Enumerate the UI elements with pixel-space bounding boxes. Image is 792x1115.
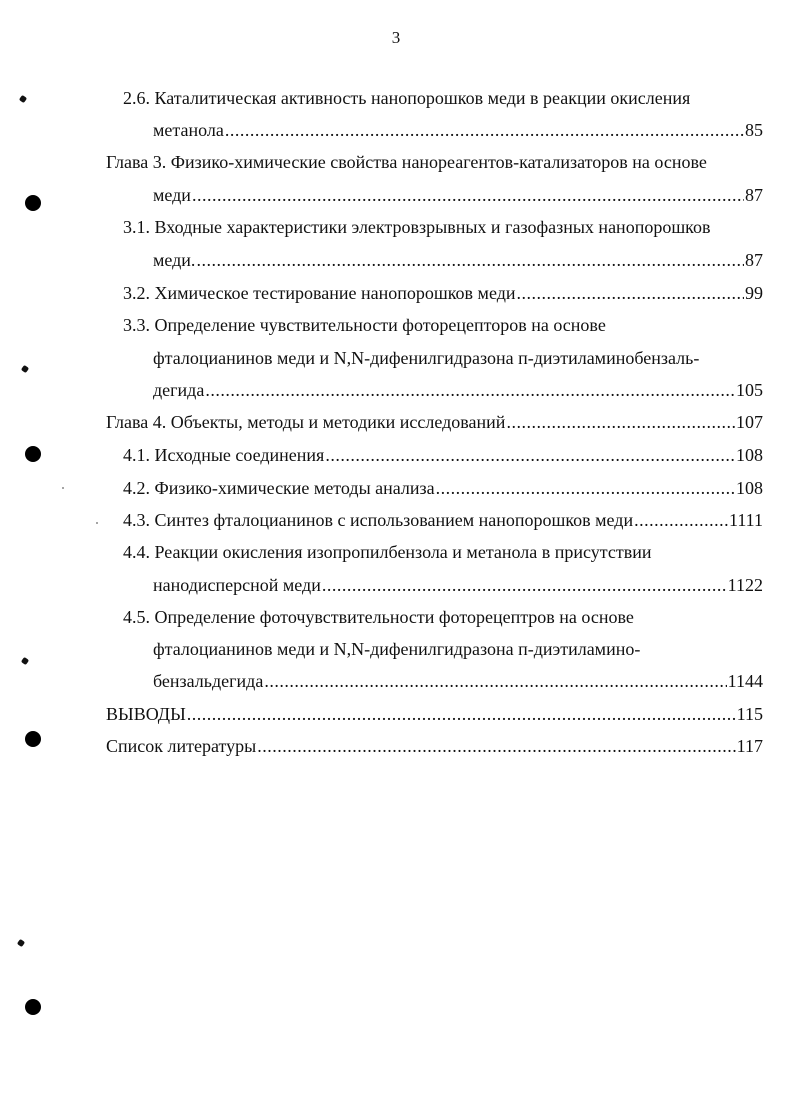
toc-entry [153, 670, 763, 692]
dot-leader [516, 282, 744, 304]
binder-hole-4 [25, 999, 41, 1015]
toc-text: 4.4. Реакции окисления изопропилбензола и метанола в присутствии [123, 542, 652, 562]
dot-leader [192, 184, 744, 206]
dot-leader [205, 379, 735, 401]
scan-fleck [62, 487, 64, 489]
toc-chapter-3 [106, 151, 766, 173]
toc-page: 1122 [727, 575, 763, 595]
toc-text: 2.6. Каталитическая активность нанопорошков меди в реакции окисления [123, 88, 691, 108]
toc-page: 107 [736, 412, 763, 432]
scan-fleck [96, 522, 98, 524]
toc-text: 3.2. Химическое тестирование нанопорошков меди [123, 283, 516, 303]
scan-speck [17, 939, 25, 947]
toc-text: бензальдегида [153, 671, 264, 691]
toc-heading-3-1 [123, 216, 763, 238]
scan-speck [21, 657, 29, 665]
toc-text: фталоцианинов меди и N,N-дифенилгидразона п-диэтиламинобензаль- [153, 348, 700, 368]
dot-leader [264, 670, 726, 692]
toc-text: фталоцианинов меди и N,N-дифенилгидразона п-диэтиламино- [153, 639, 641, 659]
toc-text: 4.2. Физико-химические методы анализа [123, 478, 435, 498]
dot-leader [634, 509, 728, 531]
toc-entry-4-3 [123, 509, 763, 531]
toc-continuation [153, 638, 763, 660]
toc-page: 105 [736, 380, 763, 400]
toc-text: ВЫВОДЫ [106, 704, 186, 724]
toc-text: метанола [153, 120, 224, 140]
toc-entry [153, 184, 763, 206]
dot-leader [322, 574, 727, 596]
toc-text: 3.3. Определение чувствительности фоторецепторов на основе [123, 315, 606, 335]
dot-leader [325, 444, 735, 466]
toc-heading-4-5 [123, 606, 763, 628]
dot-leader [187, 703, 736, 725]
dot-leader [506, 411, 735, 433]
binder-hole-3 [25, 731, 41, 747]
toc-heading-4-4 [123, 541, 763, 563]
toc-text: нанодисперсной меди [153, 575, 321, 595]
toc-page: 85 [745, 120, 763, 140]
toc-text: 3.1. Входные характеристики электровзрывных и газофазных нанопорошков [123, 217, 711, 237]
toc-text: 4.1. Исходные соединения [123, 445, 325, 465]
toc-page: 87 [745, 185, 763, 205]
toc-references [106, 735, 763, 757]
toc-heading-3-3 [123, 314, 763, 336]
toc-conclusions [106, 703, 763, 725]
toc-page: 108 [736, 445, 763, 465]
toc-entry-4-1 [123, 444, 763, 466]
toc-text: 4.3. Синтез фталоцианинов с использованием нанопорошков меди [123, 510, 634, 530]
toc-text: дегида [153, 380, 205, 400]
toc-continuation [153, 347, 763, 369]
binder-hole-1 [25, 195, 41, 211]
scan-speck [21, 365, 29, 373]
toc-text: Глава 3. Физико-химические свойства нанореагентов-катализаторов на основе [106, 152, 707, 172]
scan-speck [19, 95, 27, 103]
toc-text: меди. [153, 250, 196, 270]
dot-leader [225, 119, 744, 141]
toc-entry [153, 249, 763, 271]
toc-entry-3-2 [123, 282, 763, 304]
toc-page: 117 [736, 736, 763, 756]
toc-page: 87 [745, 250, 763, 270]
toc-heading-2-6 [123, 87, 763, 109]
dot-leader [257, 735, 735, 757]
dot-leader [196, 249, 744, 271]
toc-entry-4-2 [123, 477, 763, 499]
toc-entry [153, 379, 763, 401]
toc-text: 4.5. Определение фоточувствительности фоторецептров на основе [123, 607, 634, 627]
toc-text: меди [153, 185, 191, 205]
toc-page: 115 [736, 704, 763, 724]
toc-text: Список литературы [106, 736, 257, 756]
binder-hole-2 [25, 446, 41, 462]
toc-entry [153, 574, 763, 596]
toc-page: 108 [736, 478, 763, 498]
toc-page: 1144 [727, 671, 763, 691]
toc-page: 99 [745, 283, 763, 303]
toc-chapter-4 [106, 411, 763, 433]
toc-text: Глава 4. Объекты, методы и методики исследований [106, 412, 506, 432]
toc-entry [153, 119, 763, 141]
dot-leader [436, 477, 735, 499]
toc-page: 1111 [729, 510, 763, 530]
page-number: 3 [391, 28, 401, 47]
